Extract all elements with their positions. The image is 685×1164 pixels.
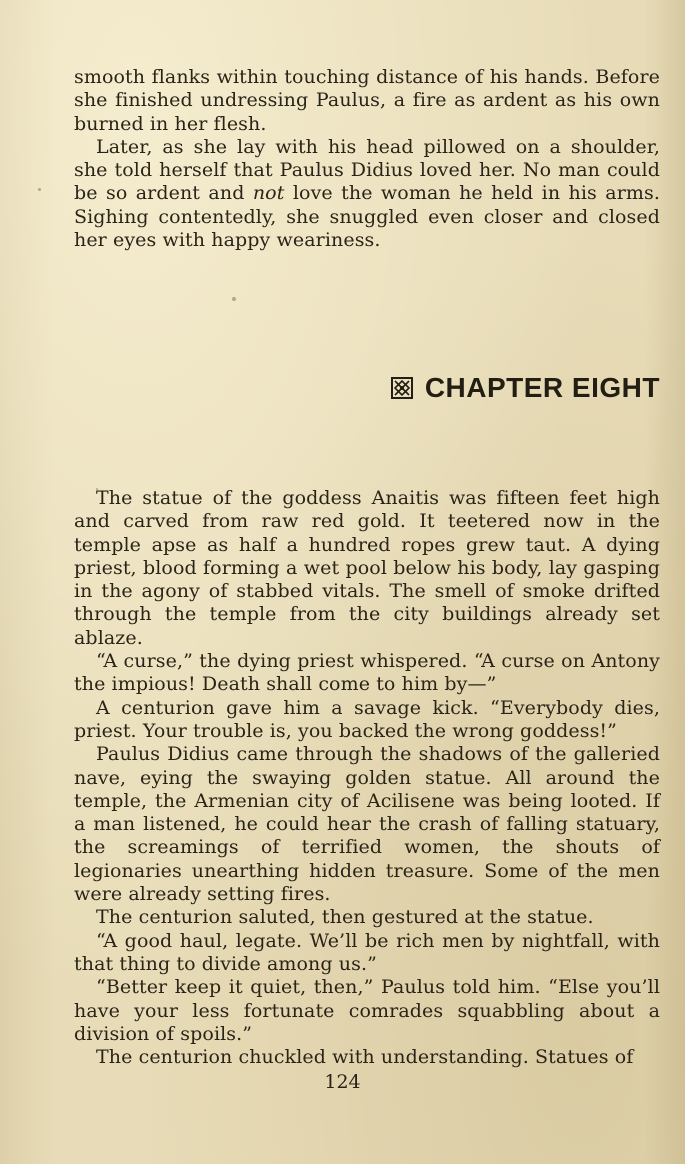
paragraph: The centurion chuckled with understanding. Statues of [96,1046,634,1069]
chapter-title: CHAPTER EIGHT [424,372,660,403]
paragraph: A centurion gave him a savage kick. “Everybody dies, priest. Your trouble is, you backed the wrong goddess!” [74,696,660,742]
paragraph: smooth flanks within touching distance of his hands. Before she finished undressing Paulus, a fire as ardent as his own burned in her flesh. [74,66,660,135]
chapter-heading [310,372,660,404]
paragraph: The statue of the goddess Anaitis was fifteen feet high and carved from raw red gold. It teetered now in the temple apse as half a hundred ropes grew taut. A dying priest, blood forming a wet pool below his body, lay gasping in the agony of stabbed vitals. The smell of smoke drifted through the temple from the city buildings already set ablaze. [74,487,660,649]
paragraph: The centurion saluted, then gestured at the statue. [96,906,594,929]
top-text-section [74,66,660,252]
text-segment: love the woman he held in his arms. Sighing contentedly, she snuggled even closer and closed her eyes with happy weariness. [74,182,661,252]
paragraph: Paulus Didius came through the shadows of the galleried nave, eying the swaying golden statue. All around the temple, the Armenian city of Acilisene was being looted. If a man listened, he could hear the crash of falling statuary, the screamings of terrified women, the shouts of legionaries unearthing hidden treasure. Some of the men were already setting fires. [74,743,660,906]
paper-speck [96,488,98,490]
paragraph: “A curse,” the dying priest whispered. “A curse on Antony the impious! Death shall come to him by—” [74,650,660,696]
text-segment: Later, as she lay with his head pillowed on a shoulder, she told herself that Paulus Didius loved her. No man could be so ardent and [74,135,660,205]
decorative-square-ornament-icon [391,377,413,399]
paper-speck [232,297,236,301]
paragraph-with-emphasis [74,136,660,252]
page-number: 124 [324,1071,361,1093]
emphasized-word: not [252,182,285,205]
paper-speck [38,188,41,191]
paragraph: “Better keep it quiet, then,” Paulus told him. “Else you’ll have your less fortunate comrades squabbling about a division of spoils.” [74,976,660,1045]
chapter-body-text [74,487,660,1069]
paragraph: “A good haul, legate. We’ll be rich men by nightfall, with that thing to divide among us.” [74,929,660,975]
